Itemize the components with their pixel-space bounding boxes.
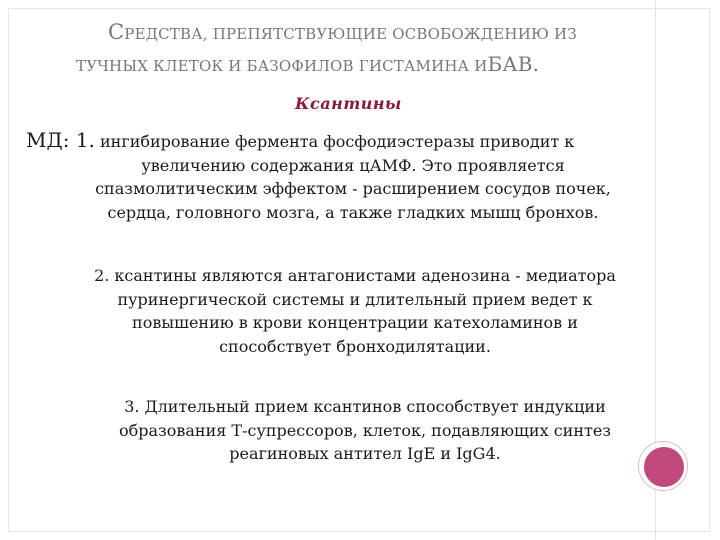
slide-subtitle: Ксантины — [295, 94, 402, 113]
paragraph-1-line-2: увеличению содержания цАМФ. Это проявляется — [141, 155, 565, 175]
paragraph-1-line-1-text: ингибирование фермента фосфодиэстеразы приводит к — [94, 132, 575, 151]
paragraph-2-line-1: 2. ксантины являются антагонистами аденозина - медиатора — [94, 266, 616, 285]
paragraph-2-line-4: способствует бронходилятации. — [219, 336, 491, 356]
paragraph-2 — [40, 264, 670, 358]
paragraph-2-line-3: повышению в крови концентрации катехоламинов и — [132, 313, 578, 332]
paragraph-3 — [40, 395, 690, 466]
paragraph-3-line-1: 3. Длительный прием ксантинов способствует индукции — [124, 397, 606, 416]
title-line-2 — [76, 52, 539, 76]
paragraph-1-line-1 — [26, 129, 666, 154]
decorative-circle — [644, 447, 684, 487]
paragraph-1 — [26, 129, 666, 224]
paragraph-1-line-3: спазмолитическим эффектом - расширением сосудов почек, — [95, 179, 611, 198]
title-line-1 — [108, 20, 577, 44]
paragraph-1-line-4: сердца, головного мозга, а также гладких мышц бронхов. — [107, 202, 599, 222]
title-line-2-text: ТУЧНЫХ КЛЕТОК И БАЗОФИЛОВ ГИСТАМИНА И — [76, 57, 488, 75]
paragraph-3-line-3: реагиновых антител IgE и IgG4. — [229, 444, 501, 463]
title-initial-capital: С — [108, 20, 125, 44]
paragraph-2-line-2: пуринергической системы и длительный прием ведет к — [117, 289, 593, 309]
paragraph-3-line-2: образования Т-супрессоров, клеток, подавляющих синтез — [118, 420, 612, 440]
paragraph-1-lead: МД: 1. — [26, 128, 95, 152]
title-line-2-abbrev: БАВ. — [487, 52, 540, 76]
title-line-1-text: РЕДСТВА, ПРЕПЯТСТВУЮЩИЕ ОСВОБОЖДЕНИЮ ИЗ — [124, 25, 577, 43]
